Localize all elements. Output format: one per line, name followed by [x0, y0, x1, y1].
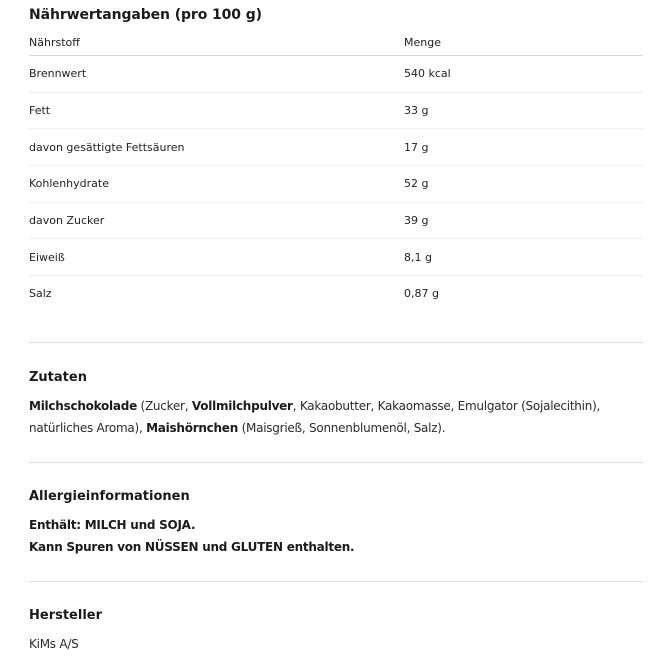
table-row: [29, 129, 643, 166]
ingredient-text: , Kakaobutter, Kakaomasse, Emulgator (Sojalecithin), natürliches Aroma),: [29, 399, 601, 435]
manufacturer-title: Hersteller: [29, 608, 103, 623]
section-divider: [29, 342, 643, 343]
nutrition-title: Nährwertangaben (pro 100 g): [29, 7, 262, 23]
column-header-amount: Menge: [404, 36, 441, 49]
nutrient-name: Kohlenhydrate: [29, 177, 109, 191]
table-row: [29, 276, 643, 312]
nutrient-value: 17 g: [404, 140, 429, 154]
ingredient-bold: Maishörnchen: [146, 421, 238, 435]
ingredient-bold: Vollmilchpulver: [191, 399, 293, 413]
column-header-nutrient: Nährstoff: [29, 36, 80, 49]
nutrient-value: 52 g: [404, 177, 429, 191]
section-divider: [29, 581, 643, 582]
nutrient-name: davon Zucker: [29, 214, 105, 228]
manufacturer-name: KiMs A/S: [29, 637, 79, 651]
allergy-contains: Enthält: MILCH und SOJA.: [29, 518, 196, 532]
section-divider: [29, 462, 643, 463]
nutrient-name: davon gesättigte Fettsäuren: [29, 140, 185, 154]
allergy-traces: Kann Spuren von NÜSSEN und GLUTEN enthalten.: [29, 540, 355, 554]
nutrient-name: Salz: [29, 287, 52, 301]
nutrition-table-header: [29, 30, 643, 56]
nutrient-value: 0,87 g: [404, 287, 439, 301]
nutrient-value: 8,1 g: [404, 250, 432, 264]
table-row: [29, 239, 643, 276]
nutrient-value: 33 g: [404, 104, 429, 118]
nutrition-table: [29, 30, 643, 312]
table-row: [29, 93, 643, 130]
table-row: [29, 203, 643, 240]
ingredients-text: [29, 395, 643, 439]
allergy-title: Allergieinformationen: [29, 489, 190, 504]
ingredient-text: (Zucker,: [136, 399, 192, 413]
ingredients-title: Zutaten: [29, 370, 87, 385]
nutrient-name: Eiweiß: [29, 250, 65, 264]
ingredient-text: (Maisgrieß, Sonnenblumenöl, Salz).: [238, 421, 446, 435]
allergy-text: [29, 514, 643, 558]
nutrient-name: Fett: [29, 104, 51, 118]
nutrient-value: 39 g: [404, 214, 429, 228]
ingredient-bold: Milchschokolade: [29, 399, 137, 413]
table-row: [29, 166, 643, 203]
table-row: [29, 56, 643, 93]
nutrient-value: 540 kcal: [404, 67, 451, 81]
nutrient-name: Brennwert: [29, 67, 87, 81]
